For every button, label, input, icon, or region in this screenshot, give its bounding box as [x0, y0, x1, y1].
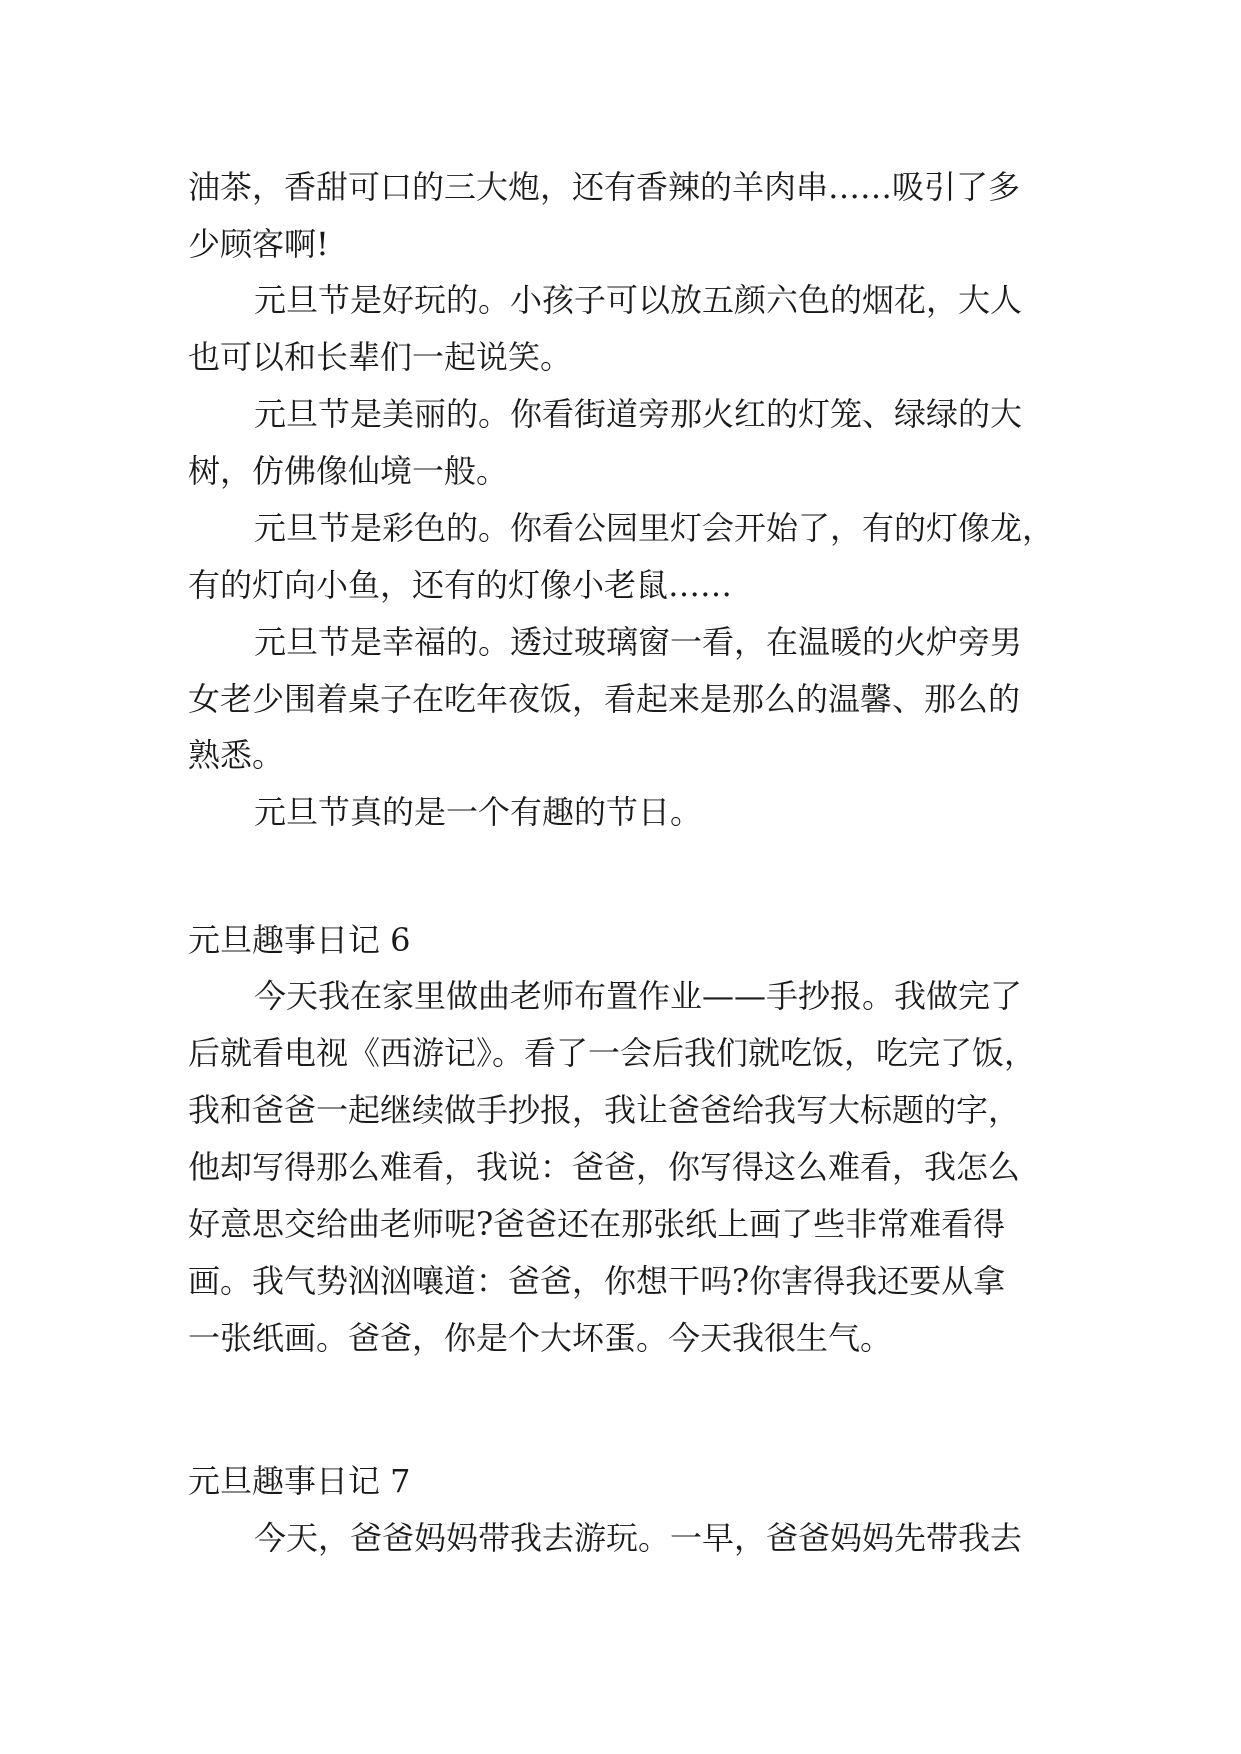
- paragraph-line: [0, 214, 1241, 274]
- line-text: 今天，爸爸妈妈带我去游玩。一早，爸爸妈妈先带我去: [254, 1519, 1023, 1557]
- line-text: 油茶，香甜可口的三大炮，还有香辣的羊肉串……吸引了多: [188, 168, 1021, 206]
- paragraph-line: [0, 1308, 1241, 1368]
- line-text: 元旦节是幸福的。透过玻璃窗一看，在温暖的火炉旁男: [254, 623, 1023, 661]
- paragraph-line: [0, 1194, 1241, 1254]
- section-heading-text: 元旦趣事日记 7: [188, 1462, 411, 1500]
- paragraph-line: [0, 157, 1241, 217]
- line-text: 元旦节是彩色的。你看公园里灯会开始了，有的灯像龙，: [254, 509, 1055, 547]
- paragraph-line: [0, 669, 1241, 729]
- line-text: 我和爸爸一起继续做手抄报，我让爸爸给我写大标题的字，: [188, 1091, 1021, 1129]
- line-text: 元旦节是美丽的。你看街道旁那火红的灯笼、绿绿的大: [254, 395, 1023, 433]
- line-text: 好意思交给曲老师呢?爸爸还在那张纸上画了些非常难看得: [188, 1205, 1006, 1243]
- line-text: 也可以和长辈们一起说笑。: [188, 338, 573, 376]
- paragraph-line: [0, 782, 1241, 842]
- paragraph-line: [0, 1508, 1241, 1568]
- paragraph-line: [0, 1023, 1241, 1083]
- line-text: 树，仿佛像仙境一般。: [188, 452, 509, 490]
- line-text: 今天我在家里做曲老师布置作业——手抄报。我做完了: [254, 977, 1023, 1015]
- line-text: 画。我气势汹汹嚷道：爸爸，你想干吗?你害得我还要从拿: [188, 1262, 1006, 1300]
- section-heading: [0, 1451, 1241, 1511]
- paragraph-line: [0, 612, 1241, 672]
- paragraph-line: [0, 327, 1241, 387]
- line-text: 元旦节真的是一个有趣的节日。: [254, 793, 703, 831]
- paragraph-line: [0, 441, 1241, 501]
- line-text: 少顾客啊!: [188, 225, 329, 263]
- paragraph-line: [0, 966, 1241, 1026]
- section-heading-text: 元旦趣事日记 6: [188, 921, 411, 959]
- line-text: 熟悉。: [188, 736, 285, 774]
- paragraph-line: [0, 555, 1241, 615]
- paragraph-line: [0, 1080, 1241, 1140]
- paragraph-line: [0, 384, 1241, 444]
- paragraph-line: [0, 270, 1241, 330]
- line-text: 女老少围着桌子在吃年夜饭，看起来是那么的温馨、那么的: [188, 680, 1021, 718]
- line-text: 后就看电视《西游记》。看了一会后我们就吃饭，吃完了饭，: [188, 1034, 1037, 1072]
- line-text: 一张纸画。爸爸，你是个大坏蛋。今天我很生气。: [188, 1319, 893, 1357]
- line-text: 元旦节是好玩的。小孩子可以放五颜六色的烟花，大人: [254, 281, 1023, 319]
- line-text: 有的灯向小鱼，还有的灯像小老鼠……: [188, 566, 733, 604]
- paragraph-line: [0, 1251, 1241, 1311]
- line-text: 他却写得那么难看，我说：爸爸，你写得这么难看，我怎么: [188, 1148, 1021, 1186]
- paragraph-line: [0, 725, 1241, 785]
- paragraph-line: [0, 498, 1241, 558]
- paragraph-line: [0, 1137, 1241, 1197]
- section-heading: [0, 910, 1241, 970]
